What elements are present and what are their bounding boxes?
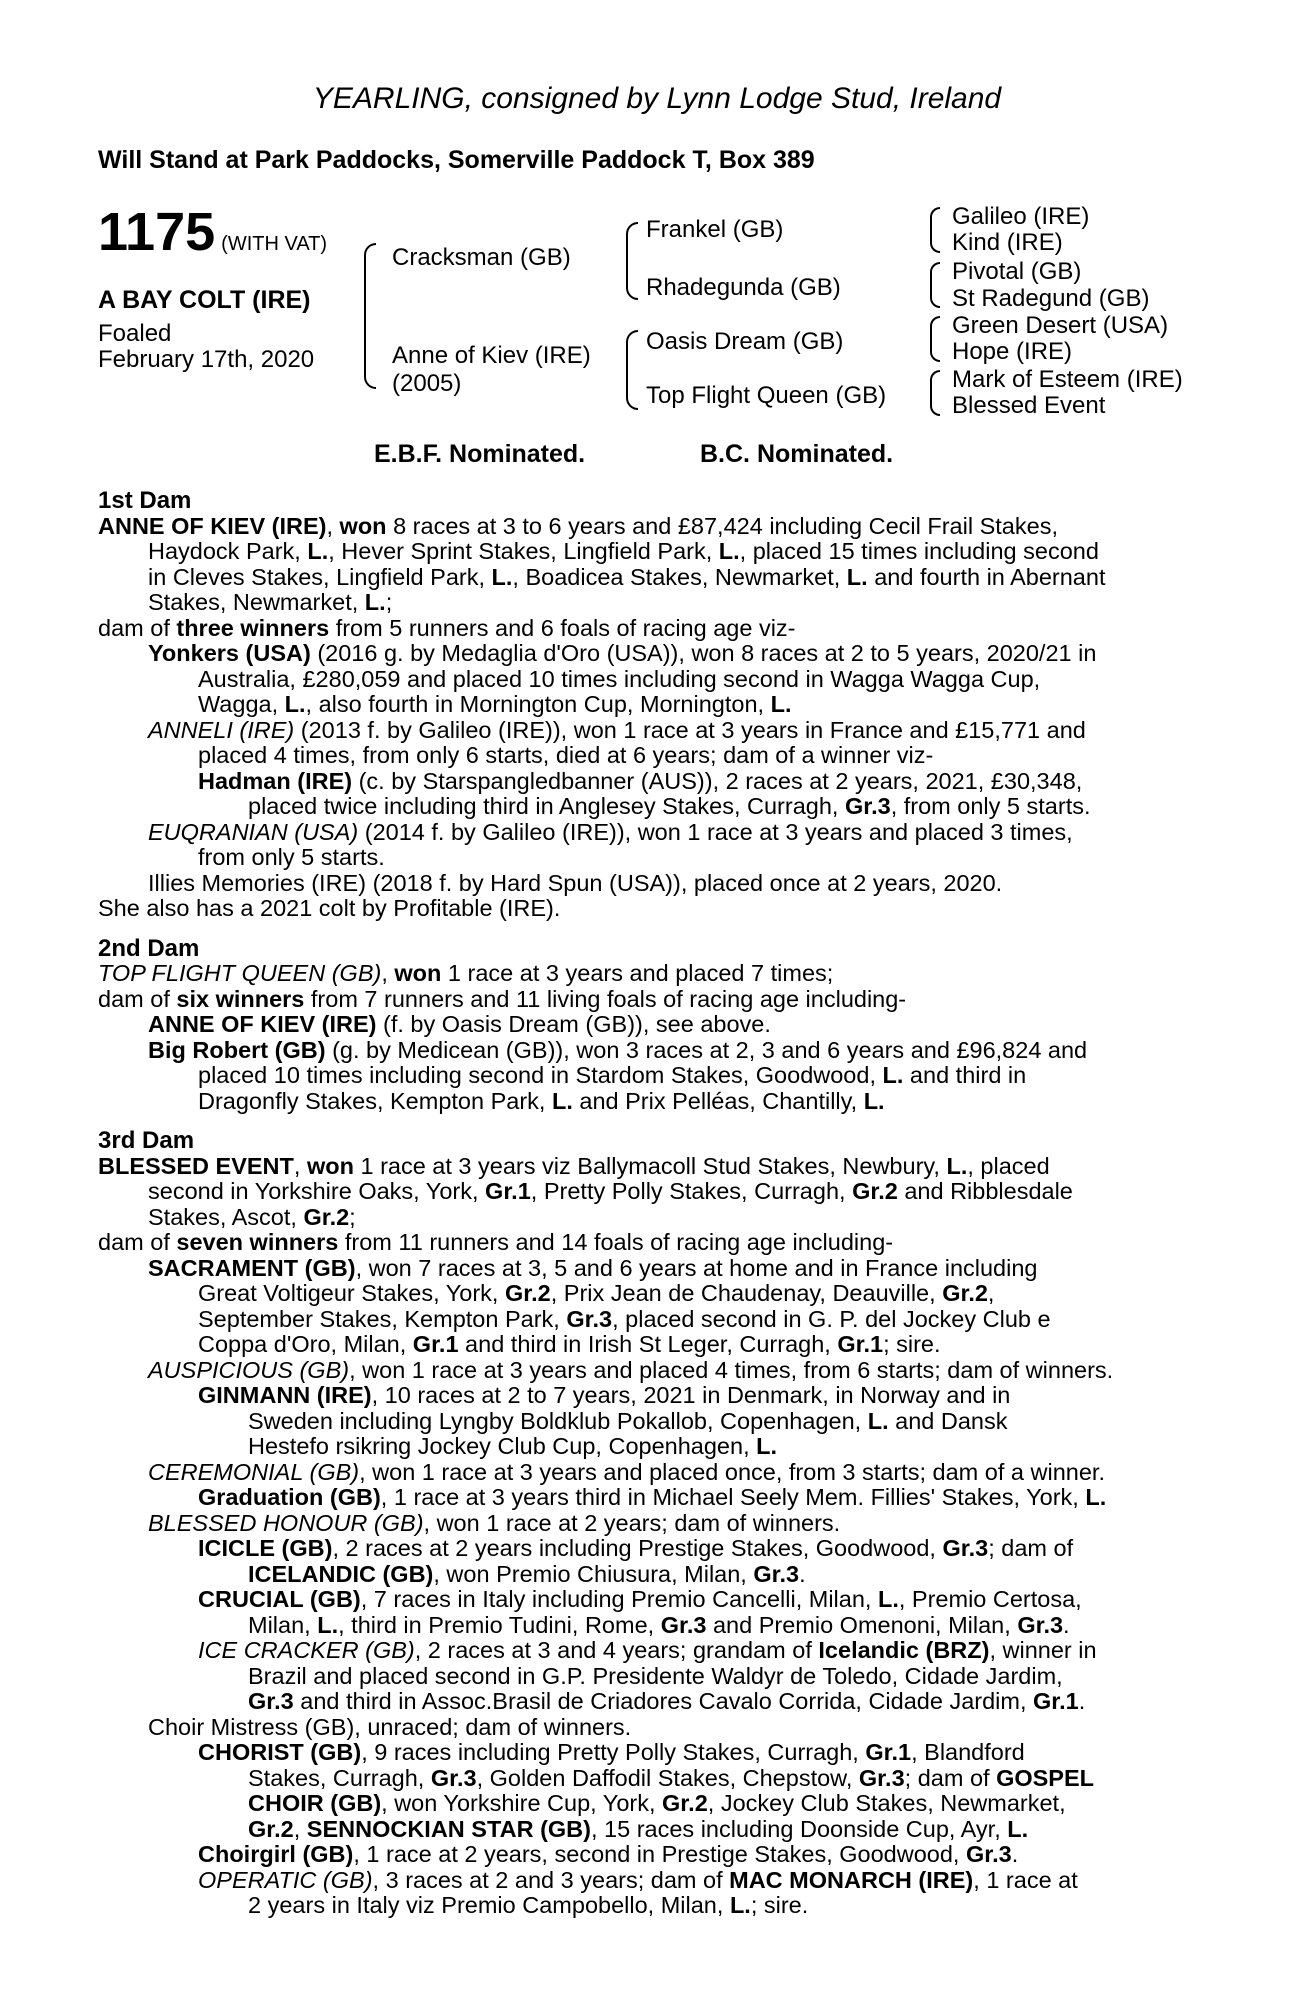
body-line xyxy=(98,1562,1206,1588)
text-run: from 7 runners and 11 living foals of racing age including- xyxy=(304,986,907,1012)
body-line xyxy=(98,896,1206,922)
text-run: Gr.3 xyxy=(248,1689,294,1714)
pedigree-dss: Green Desert (USA) xyxy=(952,312,1169,339)
text-run: OPERATIC (GB) xyxy=(198,1867,373,1893)
text-run: Choir Mistress (GB), unraced; dam of winners. xyxy=(148,1714,632,1740)
body-line xyxy=(98,1332,1206,1358)
text-run: . xyxy=(1063,1612,1070,1638)
text-run: Hadman (IRE) xyxy=(198,768,353,794)
text-run: dam of xyxy=(98,615,177,641)
text-run: CRUCIAL (GB) xyxy=(198,1587,361,1612)
pedigree-brace-dam xyxy=(626,330,638,410)
consignment-heading: YEARLING, consigned by Lynn Lodge Stud, Ireland xyxy=(312,82,1002,115)
text-run: , from only 5 starts. xyxy=(890,794,1091,819)
text-run: and Prix Pelléas, Chantilly, xyxy=(572,1088,864,1114)
pedigree-sire: Cracksman (GB) xyxy=(392,244,571,271)
text-run: Gr.3 xyxy=(844,794,891,819)
text-run: , placed 15 times including second xyxy=(739,539,1099,564)
body-line xyxy=(98,794,1206,820)
body-line xyxy=(98,1638,1206,1664)
text-run: Gr.2 xyxy=(248,1816,294,1842)
vat-note: (WITH VAT) xyxy=(221,233,328,255)
text-run: Gr.3 xyxy=(1017,1612,1064,1638)
text-run: Gr.1 xyxy=(412,1332,459,1357)
text-run: and third in xyxy=(903,1063,1027,1088)
bc-nomination: B.C. Nominated. xyxy=(700,440,894,468)
section-heading: 2nd Dam xyxy=(98,935,200,961)
text-run: ; dam of xyxy=(988,1536,1074,1561)
text-run: , won 7 races at 3, 5 and 6 years at home and in France including xyxy=(355,1255,1038,1281)
text-run: , won 1 race at 3 years and placed 4 times, from 6 starts; dam of winners. xyxy=(349,1357,1114,1383)
lot-number-block xyxy=(98,202,328,262)
text-run: GINMANN (IRE) xyxy=(198,1383,372,1408)
pedigree-brace-3a xyxy=(930,207,940,253)
text-run: L. xyxy=(877,1587,899,1612)
text-run: ; xyxy=(349,1204,356,1230)
body-line xyxy=(98,1128,1206,1154)
text-run: ANNE OF KIEV (IRE) xyxy=(148,1012,377,1037)
text-run: Milan, xyxy=(248,1612,318,1638)
body-line xyxy=(98,1038,1206,1064)
text-run: and Premio Omenoni, Milan, xyxy=(706,1612,1018,1638)
text-run: Stakes, Curragh, xyxy=(248,1765,431,1791)
text-run: , 15 races including Doonside Cup, Ayr, xyxy=(590,1816,1008,1842)
text-run: TOP FLIGHT QUEEN (GB) xyxy=(98,961,382,986)
text-run: SACRAMENT (GB) xyxy=(148,1255,356,1281)
body-line xyxy=(98,1893,1206,1919)
text-run: and Ribblesdale xyxy=(897,1179,1073,1204)
text-run: ; sire. xyxy=(750,1893,809,1918)
text-run: Yonkers (USA) xyxy=(148,641,311,666)
body-line xyxy=(98,1868,1206,1894)
text-run: ICICLE (GB) xyxy=(198,1536,333,1561)
text-run: seven winners xyxy=(176,1230,339,1255)
text-run: , Jockey Club Stakes, Newmarket, xyxy=(707,1791,1066,1816)
text-run: from only 5 starts. xyxy=(198,845,385,870)
text-run: , Hever Sprint Stakes, Lingfield Park, xyxy=(328,539,719,564)
body-line xyxy=(98,1063,1206,1089)
text-run: Sweden including Lyngby Boldklub Pokallob, Copenhagen, xyxy=(248,1408,868,1434)
text-run: dam of xyxy=(98,986,177,1012)
text-run: , won Yorkshire Cup, York, xyxy=(381,1791,663,1816)
pedigree-dds: Mark of Esteem (IRE) xyxy=(952,366,1183,393)
body-line xyxy=(98,590,1206,616)
text-run: ; sire. xyxy=(883,1332,941,1357)
text-run: L. xyxy=(946,1153,968,1179)
body-line xyxy=(98,1307,1206,1333)
text-run: L. xyxy=(1085,1485,1107,1510)
body-line xyxy=(98,1587,1206,1613)
text-run: , 3 races at 2 and 3 years; dam of xyxy=(372,1867,730,1893)
text-run: , won Premio Chiusura, Milan, xyxy=(433,1561,754,1587)
text-run: BLESSED HONOUR (GB) xyxy=(148,1510,424,1536)
text-run: Gr.2 xyxy=(662,1791,708,1816)
text-run: , Blandford xyxy=(911,1740,1025,1765)
pedigree-dam-dam: Top Flight Queen (GB) xyxy=(646,382,887,409)
text-run: Gr.2 xyxy=(303,1204,350,1230)
body-line xyxy=(98,1664,1206,1690)
section-gap xyxy=(98,922,1206,936)
text-run: 1 race at 3 years and placed 7 times; xyxy=(441,961,834,986)
pedigree-ssd: Kind (IRE) xyxy=(952,229,1063,256)
text-run: Illies Memories (IRE) (2018 f. by Hard Spun (USA)), placed once at 2 years, 2020. xyxy=(148,870,1003,896)
body-line xyxy=(98,1434,1206,1460)
text-run: three winners xyxy=(176,615,330,641)
text-run: ICE CRACKER (GB) xyxy=(198,1638,415,1663)
text-run: 8 races at 3 to 6 years and £87,424 including Cecil Frail Stakes, xyxy=(386,513,1058,539)
text-run: , also fourth in Mornington Cup, Mornington, xyxy=(305,692,771,717)
body-line xyxy=(98,692,1206,718)
text-run: Gr.1 xyxy=(865,1740,912,1765)
body-line xyxy=(98,1842,1206,1868)
text-run: and fourth in Abernant xyxy=(867,564,1106,590)
text-run: dam of xyxy=(98,1230,177,1255)
ebf-nomination: E.B.F. Nominated. xyxy=(374,440,586,468)
body-line xyxy=(98,845,1206,871)
text-run: L. xyxy=(551,1088,573,1114)
text-run: L. xyxy=(491,564,513,590)
section-heading: 1st Dam xyxy=(98,488,192,514)
body-line xyxy=(98,1791,1206,1817)
text-run: 1 race at 3 years viz Ballymacoll Stud Stakes, Newbury, xyxy=(353,1153,947,1179)
text-run: (c. by Starspangledbanner (AUS)), 2 races at 2 years, 2021, £30,348, xyxy=(352,768,1083,794)
pedigree-sds: Pivotal (GB) xyxy=(952,258,1082,285)
pedigree-brace-3c xyxy=(930,316,940,362)
pedigree-ddd: Blessed Event xyxy=(952,392,1106,419)
text-run: , 2 races at 2 years including Prestige Stakes, Goodwood, xyxy=(332,1536,943,1561)
body-line xyxy=(98,641,1206,667)
text-run: L. xyxy=(729,1893,751,1918)
text-run: , won 1 race at 2 years; dam of winners. xyxy=(423,1510,841,1536)
pedigree-brace-sire xyxy=(626,222,638,300)
text-run: Stakes, Ascot, xyxy=(148,1204,304,1230)
text-run: Icelandic (BRZ) xyxy=(818,1638,990,1663)
text-run: AUSPICIOUS (GB) xyxy=(148,1357,350,1383)
text-run: , third in Premio Tudini, Rome, xyxy=(338,1612,661,1638)
text-run: won xyxy=(339,513,387,539)
body-line xyxy=(98,1358,1206,1384)
text-run: 2 years in Italy viz Premio Campobello, Milan, xyxy=(248,1893,730,1918)
text-run: (2016 g. by Medaglia d'Oro (USA)), won 8 races at 2 to 5 years, 2020/21 in xyxy=(310,641,1097,666)
body-line xyxy=(98,1766,1206,1792)
body-line xyxy=(98,871,1206,897)
text-run: (g. by Medicean (GB)), won 3 races at 2, 3 and 6 years and £96,824 and xyxy=(325,1037,1088,1063)
text-run: Gr.1 xyxy=(1033,1689,1079,1714)
text-run: , 1 race at 2 years, second in Prestige Stakes, Goodwood, xyxy=(353,1842,966,1867)
body-line xyxy=(98,1383,1206,1409)
text-run: and Dansk xyxy=(888,1408,1008,1434)
text-run: EUQRANIAN (USA) xyxy=(148,819,359,845)
text-run: L. xyxy=(846,564,868,590)
lot-number: 1175 xyxy=(98,202,216,262)
text-run: from 11 runners and 14 foals of racing age including- xyxy=(338,1230,894,1255)
text-run: L. xyxy=(770,692,792,717)
text-run: L. xyxy=(364,590,386,615)
text-run: Gr.3 xyxy=(566,1306,613,1332)
body-line xyxy=(98,936,1206,962)
text-run: (f. by Oasis Dream (GB)), see above. xyxy=(376,1012,771,1037)
text-run: ; dam of xyxy=(904,1765,997,1791)
text-run: , Boadicea Stakes, Newmarket, xyxy=(512,564,847,590)
body-line xyxy=(98,1089,1206,1115)
pedigree-sss: Galileo (IRE) xyxy=(952,203,1090,230)
text-run: Hestefo rsikring Jockey Club Cup, Copenhagen, xyxy=(248,1434,757,1459)
pedigree-sire-dam: Rhadegunda (GB) xyxy=(646,274,841,301)
body-line xyxy=(98,1012,1206,1038)
text-run: from 5 runners and 6 foals of racing age viz- xyxy=(329,615,796,641)
text-run: placed 10 times including second in Stardom Stakes, Goodwood, xyxy=(198,1063,883,1088)
body-line xyxy=(98,769,1206,795)
text-run: Graduation (GB) xyxy=(198,1485,381,1510)
text-run: and third in Irish St Leger, Curragh, xyxy=(458,1332,838,1357)
text-run: (2013 f. by Galileo (IRE)), won 1 race at 3 years in France and £15,771 and xyxy=(294,717,1086,743)
text-run: Coppa d'Oro, Milan, xyxy=(198,1332,413,1357)
body-line xyxy=(98,1256,1206,1282)
text-run: won xyxy=(394,961,442,986)
text-run: , Prix Jean de Chaudenay, Deauville, xyxy=(550,1281,943,1306)
text-run: ANNE OF KIEV (IRE) xyxy=(98,513,327,539)
text-run: Gr.3 xyxy=(858,1765,905,1791)
text-run: , 9 races including Pretty Polly Stakes, Curragh, xyxy=(361,1740,866,1765)
pedigree-dsd: Hope (IRE) xyxy=(952,338,1073,365)
text-run: Gr.3 xyxy=(753,1561,800,1587)
text-run: , placed xyxy=(967,1153,1050,1179)
text-run: won xyxy=(306,1153,354,1179)
text-run: L. xyxy=(307,539,329,564)
text-run: L. xyxy=(756,1434,778,1459)
body-line xyxy=(98,718,1206,744)
text-run: , Pretty Polly Stakes, Curragh, xyxy=(530,1179,853,1204)
body-line xyxy=(98,1179,1206,1205)
text-run: , won 1 race at 3 years and placed once, from 3 starts; dam of a winner. xyxy=(359,1459,1105,1485)
text-run: , xyxy=(293,1816,307,1842)
body-line xyxy=(98,1154,1206,1180)
body-line xyxy=(98,1409,1206,1435)
text-run: , Premio Certosa, xyxy=(898,1587,1082,1612)
catalogue-body-text xyxy=(98,488,1206,1919)
text-run: SENNOCKIAN STAR (GB) xyxy=(306,1816,591,1842)
section-heading: 3rd Dam xyxy=(98,1128,195,1154)
body-line xyxy=(98,987,1206,1013)
text-run: Gr.1 xyxy=(485,1179,531,1204)
text-run: Great Voltigeur Stakes, York, xyxy=(198,1281,505,1306)
text-run: six winners xyxy=(176,986,305,1012)
text-run: L. xyxy=(867,1408,889,1434)
text-run: Gr.3 xyxy=(430,1765,477,1791)
text-run: Gr.2 xyxy=(942,1281,988,1306)
body-line xyxy=(98,743,1206,769)
text-run: ; xyxy=(385,590,393,615)
pedigree-brace-3b xyxy=(930,262,940,308)
text-run: She also has a 2021 colt by Profitable (IRE). xyxy=(98,896,561,921)
body-line xyxy=(98,1613,1206,1639)
text-run: L. xyxy=(1007,1816,1029,1842)
text-run: Dragonfly Stakes, Kempton Park, xyxy=(198,1088,552,1114)
body-line xyxy=(98,1511,1206,1537)
text-run: CEREMONIAL (GB) xyxy=(148,1459,360,1485)
body-line xyxy=(98,616,1206,642)
text-run: , xyxy=(293,1153,307,1179)
text-run: Gr.3 xyxy=(660,1612,707,1638)
text-run: . xyxy=(1078,1689,1086,1714)
stand-location: Will Stand at Park Paddocks, Somerville Paddock T, Box 389 xyxy=(98,146,815,174)
body-line xyxy=(98,1715,1206,1741)
text-run: L. xyxy=(317,1612,339,1638)
pedigree-brace-main xyxy=(364,243,376,389)
body-line xyxy=(98,1536,1206,1562)
body-line xyxy=(98,1485,1206,1511)
text-run: , 10 races at 2 to 7 years, 2021 in Denmark, in Norway and in xyxy=(371,1383,1011,1408)
text-run: BLESSED EVENT xyxy=(98,1153,294,1179)
text-run: , xyxy=(326,513,340,539)
text-run: in Cleves Stakes, Lingfield Park, xyxy=(148,564,492,590)
foaled-label: Foaled xyxy=(98,320,172,347)
text-run: Gr.1 xyxy=(837,1332,884,1357)
text-run: CHOIR (GB) xyxy=(248,1791,382,1816)
text-run: , xyxy=(987,1281,995,1306)
body-line xyxy=(98,539,1206,565)
pedigree-sire-sire: Frankel (GB) xyxy=(646,216,784,243)
body-line xyxy=(98,488,1206,514)
text-run: placed twice including third in Anglesey Stakes, Curragh, xyxy=(248,794,845,819)
body-line xyxy=(98,1460,1206,1486)
lot-description: A BAY COLT (IRE) xyxy=(98,286,311,314)
text-run: (2014 f. by Galileo (IRE)), won 1 race at 3 years and placed 3 times, xyxy=(358,819,1073,845)
text-run: and third in Assoc.Brasil de Criadores Cavalo Corrida, Cidade Jardim, xyxy=(293,1689,1034,1714)
text-run: , placed second in G. P. del Jockey Club e xyxy=(612,1306,1051,1332)
pedigree-dam-sire: Oasis Dream (GB) xyxy=(646,328,844,355)
text-run: Gr.3 xyxy=(942,1536,989,1561)
text-run: second in Yorkshire Oaks, York, xyxy=(148,1179,486,1204)
body-line xyxy=(98,961,1206,987)
body-line xyxy=(98,820,1206,846)
body-line xyxy=(98,1740,1206,1766)
body-line xyxy=(98,1817,1206,1843)
section-gap xyxy=(98,1114,1206,1128)
body-line xyxy=(98,1281,1206,1307)
body-line xyxy=(98,565,1206,591)
text-run: , winner in xyxy=(989,1638,1097,1663)
text-run: , xyxy=(381,961,395,986)
text-run: . xyxy=(799,1561,806,1587)
text-run: , 1 race at 3 years third in Michael Seely Mem. Fillies' Stakes, York, xyxy=(380,1485,1086,1510)
body-line xyxy=(98,1689,1206,1715)
text-run: Gr.2 xyxy=(504,1281,551,1306)
text-run: L. xyxy=(863,1088,885,1114)
text-run: Stakes, Newmarket, xyxy=(148,590,365,615)
pedigree-brace-3d xyxy=(930,370,940,416)
pedigree-dam: Anne of Kiev (IRE) xyxy=(392,342,591,369)
text-run: Choirgirl (GB) xyxy=(198,1842,354,1867)
text-run: Australia, £280,059 and placed 10 times including second in Wagga Wagga Cup, xyxy=(198,666,1041,692)
text-run: September Stakes, Kempton Park, xyxy=(198,1306,567,1332)
text-run: Gr.2 xyxy=(852,1179,898,1204)
text-run: CHORIST (GB) xyxy=(198,1740,362,1765)
text-run: Brazil and placed second in G.P. Presidente Waldyr de Toledo, Cidade Jardim, xyxy=(248,1663,1063,1689)
text-run: GOSPEL xyxy=(996,1765,1095,1791)
text-run: Big Robert (GB) xyxy=(148,1037,326,1063)
text-run: . xyxy=(1011,1842,1019,1867)
text-run: , Golden Daffodil Stakes, Chepstow, xyxy=(476,1765,859,1791)
body-line xyxy=(98,667,1206,693)
body-line xyxy=(98,514,1206,540)
pedigree-sdd: St Radegund (GB) xyxy=(952,285,1150,312)
body-line xyxy=(98,1205,1206,1231)
text-run: ICELANDIC (GB) xyxy=(248,1561,434,1587)
text-run: MAC MONARCH (IRE) xyxy=(729,1867,974,1893)
text-run: placed 4 times, from only 6 starts, died at 6 years; dam of a winner viz- xyxy=(198,743,934,768)
text-run: Wagga, xyxy=(198,692,285,717)
text-run: Gr.3 xyxy=(966,1842,1012,1867)
text-run: , 1 race at xyxy=(973,1867,1078,1893)
text-run: ANNELI (IRE) xyxy=(148,717,295,743)
text-run: , 2 races at 3 and 4 years; grandam of xyxy=(414,1638,819,1663)
body-line xyxy=(98,1230,1206,1256)
text-run: L. xyxy=(718,539,740,564)
text-run: L. xyxy=(284,692,306,717)
foaled-date: February 17th, 2020 xyxy=(98,346,315,373)
text-run: Haydock Park, xyxy=(148,539,308,564)
text-run: L. xyxy=(882,1063,904,1088)
pedigree-dam-year: (2005) xyxy=(392,370,462,397)
text-run: , 7 races in Italy including Premio Cancelli, Milan, xyxy=(360,1587,878,1612)
